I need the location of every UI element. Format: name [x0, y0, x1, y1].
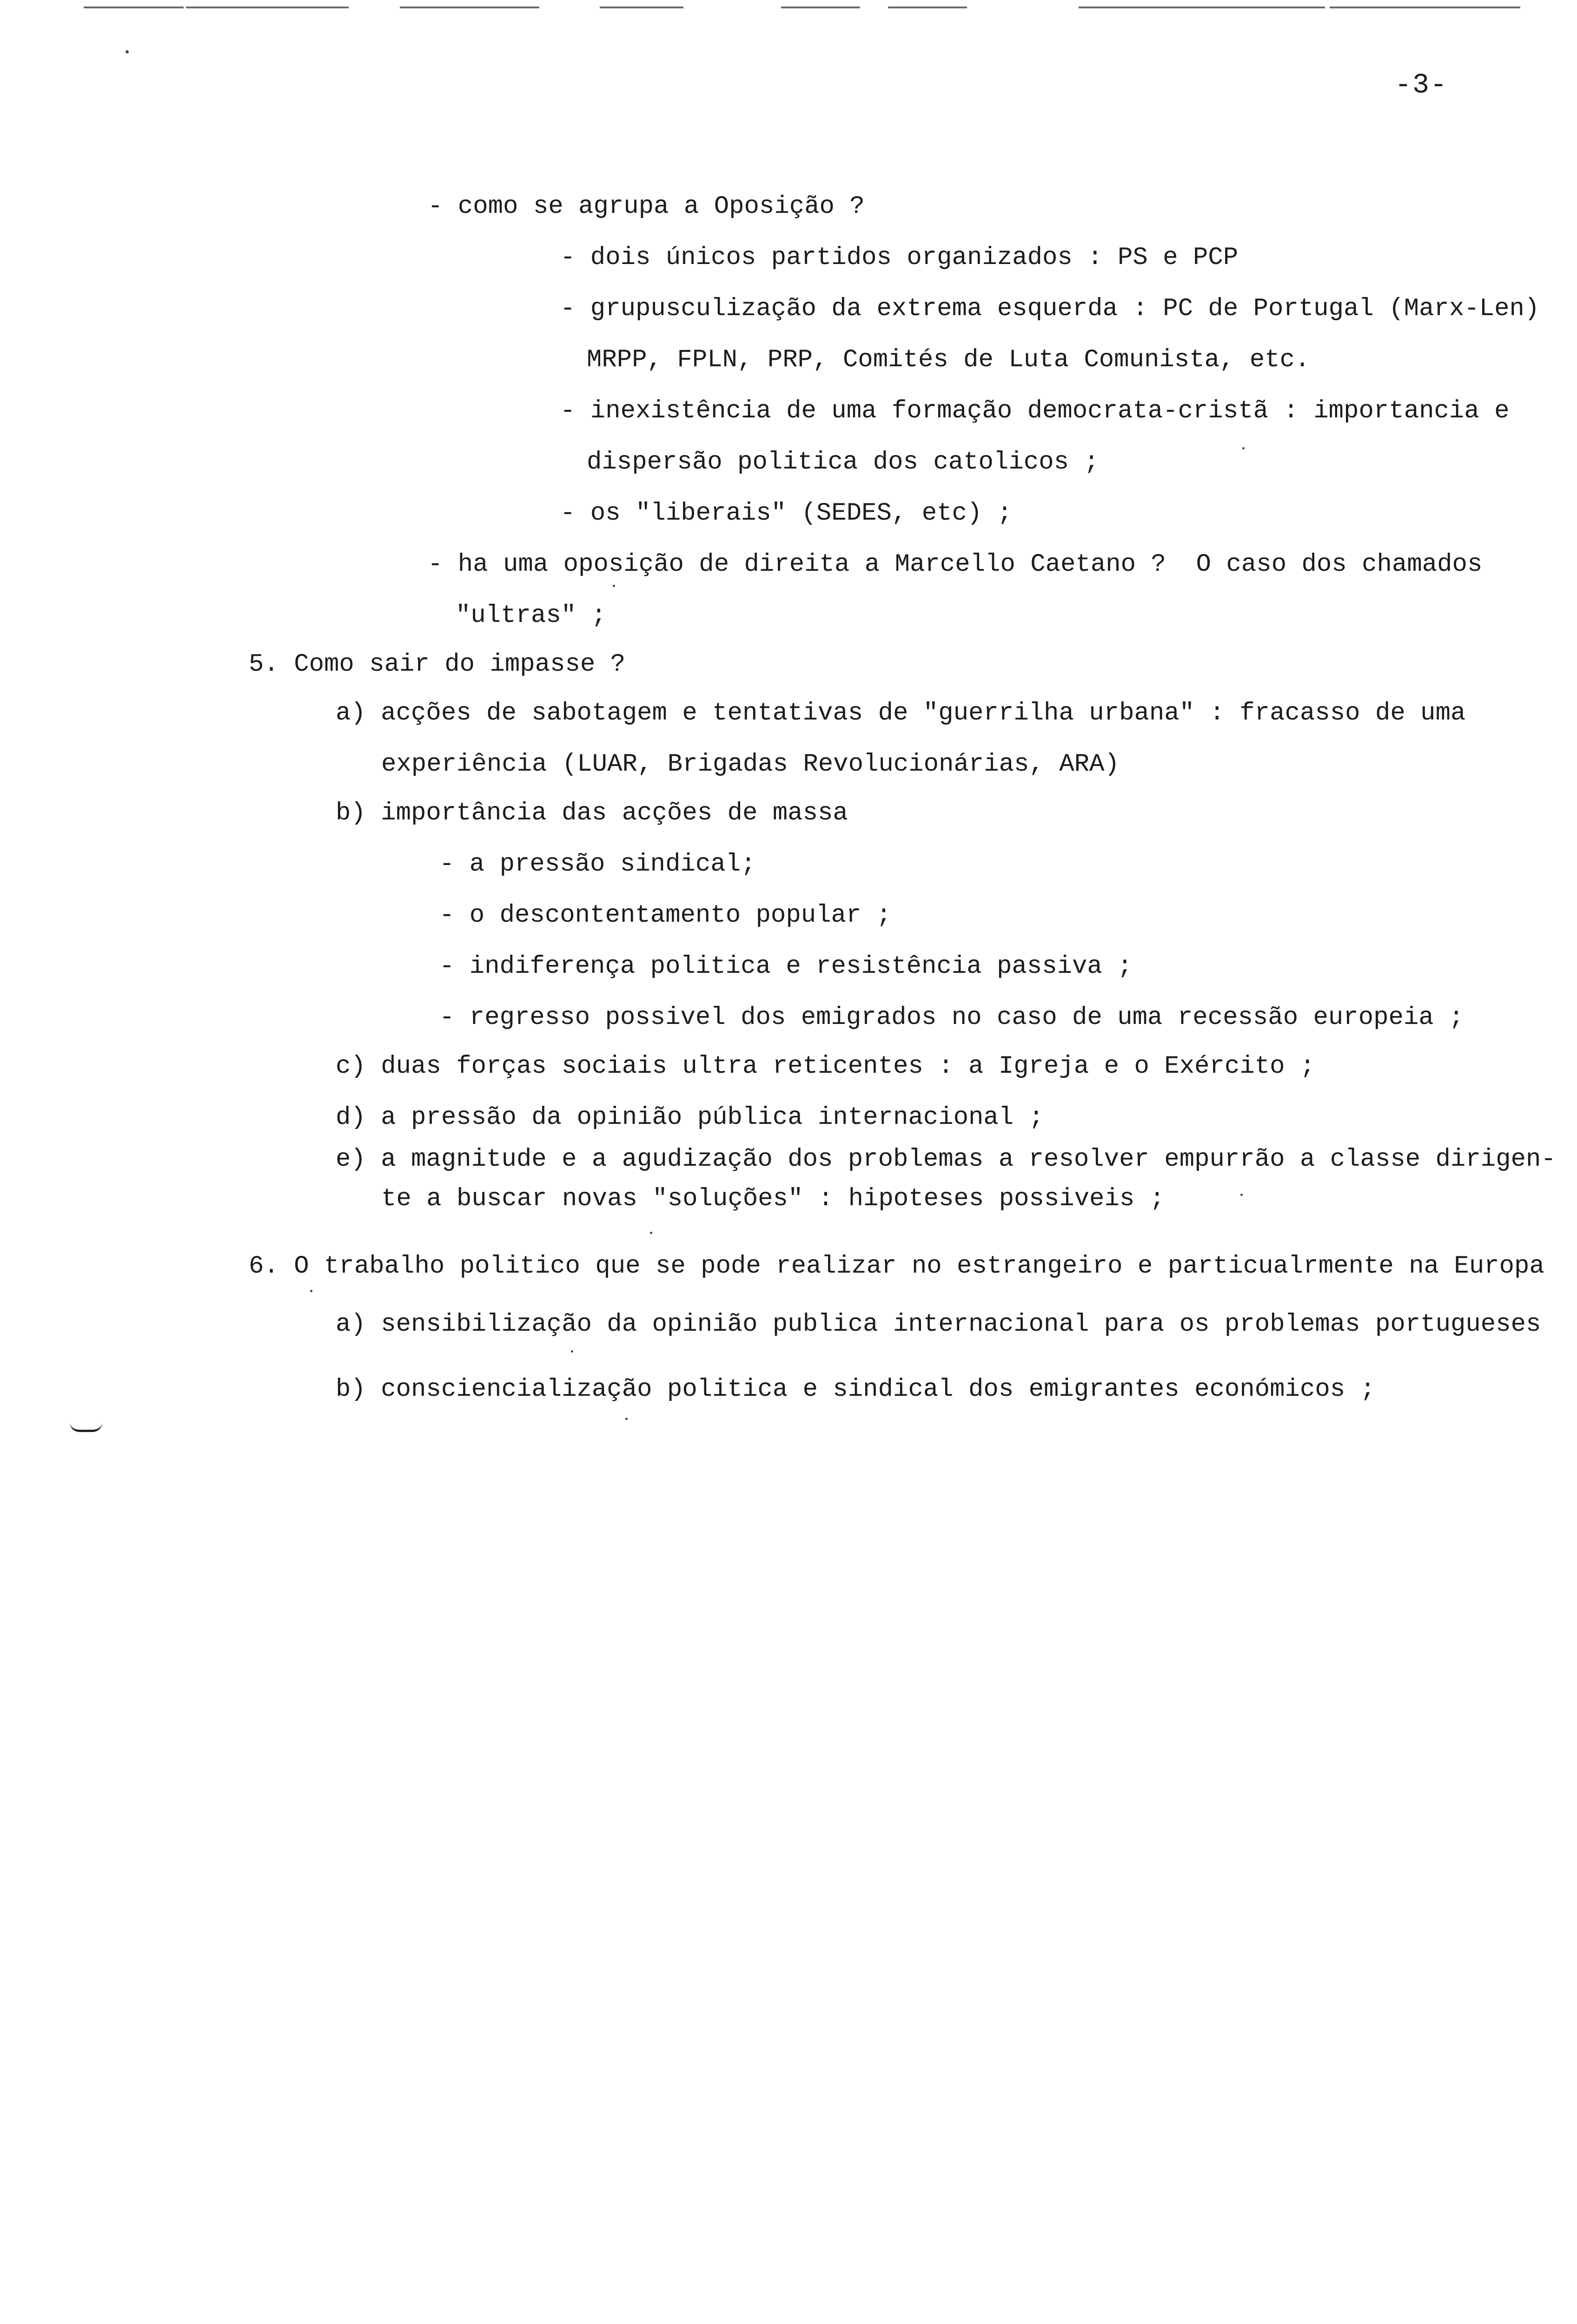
text-line: - como se agrupa a Oposição ?: [428, 192, 865, 221]
scan-rule: [888, 7, 967, 8]
scan-speck: [1242, 447, 1245, 449]
text-line: MRPP, FPLN, PRP, Comités de Luta Comunista, etc.: [587, 346, 1310, 374]
text-line: b) consciencialização politica e sindical dos emigrantes económicos ;: [336, 1375, 1375, 1404]
section-heading: 6. O trabalho politico que se pode realizar no estrangeiro e particualrmente na Europa: [249, 1252, 1544, 1281]
text-line: - inexistência de uma formação democrata-cristã : importancia e: [560, 397, 1510, 425]
text-line: experiência (LUAR, Brigadas Revolucionárias, ARA): [381, 750, 1120, 779]
page-number: -3-: [1395, 70, 1448, 101]
scan-rule: [1079, 7, 1325, 8]
scan-mark: [70, 1422, 102, 1432]
scan-rule: [1330, 7, 1520, 8]
text-line: "ultras" ;: [456, 601, 607, 630]
text-line: a) sensibilização da opinião publica internacional para os problemas portugueses: [336, 1310, 1541, 1339]
text-line: - indiferença politica e resistência passiva ;: [439, 952, 1133, 981]
text-line: e) a magnitude e a agudização dos problemas a resolver empurrão a classe dirigen-: [336, 1145, 1556, 1174]
text-line: - os "liberais" (SEDES, etc) ;: [560, 499, 1013, 528]
text-line: - ha uma oposição de direita a Marcello Caetano ? O caso dos chamados: [428, 550, 1483, 579]
text-line: dispersão politica dos catolicos ;: [587, 448, 1099, 476]
scan-speck: [1240, 1194, 1243, 1196]
scan-rule: [186, 7, 349, 8]
text-line: te a buscar novas "soluções" : hipoteses possiveis ;: [381, 1185, 1165, 1213]
scan-rule: [600, 7, 683, 8]
text-line: a) acções de sabotagem e tentativas de "guerrilha urbana" : fracasso de uma: [336, 699, 1466, 727]
text-line: - o descontentamento popular ;: [439, 901, 892, 930]
scan-speck: [650, 1232, 652, 1234]
text-line: - a pressão sindical;: [439, 850, 756, 878]
text-line: b) importância das acções de massa: [336, 799, 848, 827]
scan-rule: [400, 7, 539, 8]
text-line: - dois únicos partidos organizados : PS e PCP: [560, 244, 1239, 272]
scan-speck: [613, 585, 615, 587]
scan-rule: [84, 7, 184, 8]
scan-speck: [571, 1350, 573, 1353]
scan-speck: [310, 1290, 312, 1292]
text-line: c) duas forças sociais ultra reticentes : a Igreja e o Exército ;: [336, 1052, 1315, 1081]
scan-speck: [625, 1418, 628, 1420]
scan-rule: [781, 7, 860, 8]
text-line: - regresso possivel dos emigrados no caso de uma recessão europeia ;: [439, 1004, 1464, 1032]
scan-speck: [126, 50, 129, 53]
text-line: d) a pressão da opinião pública internacional ;: [336, 1103, 1044, 1132]
section-heading: 5. Como sair do impasse ?: [249, 650, 626, 679]
text-line: - grupusculização da extrema esquerda : PC de Portugal (Marx-Len): [560, 295, 1540, 323]
